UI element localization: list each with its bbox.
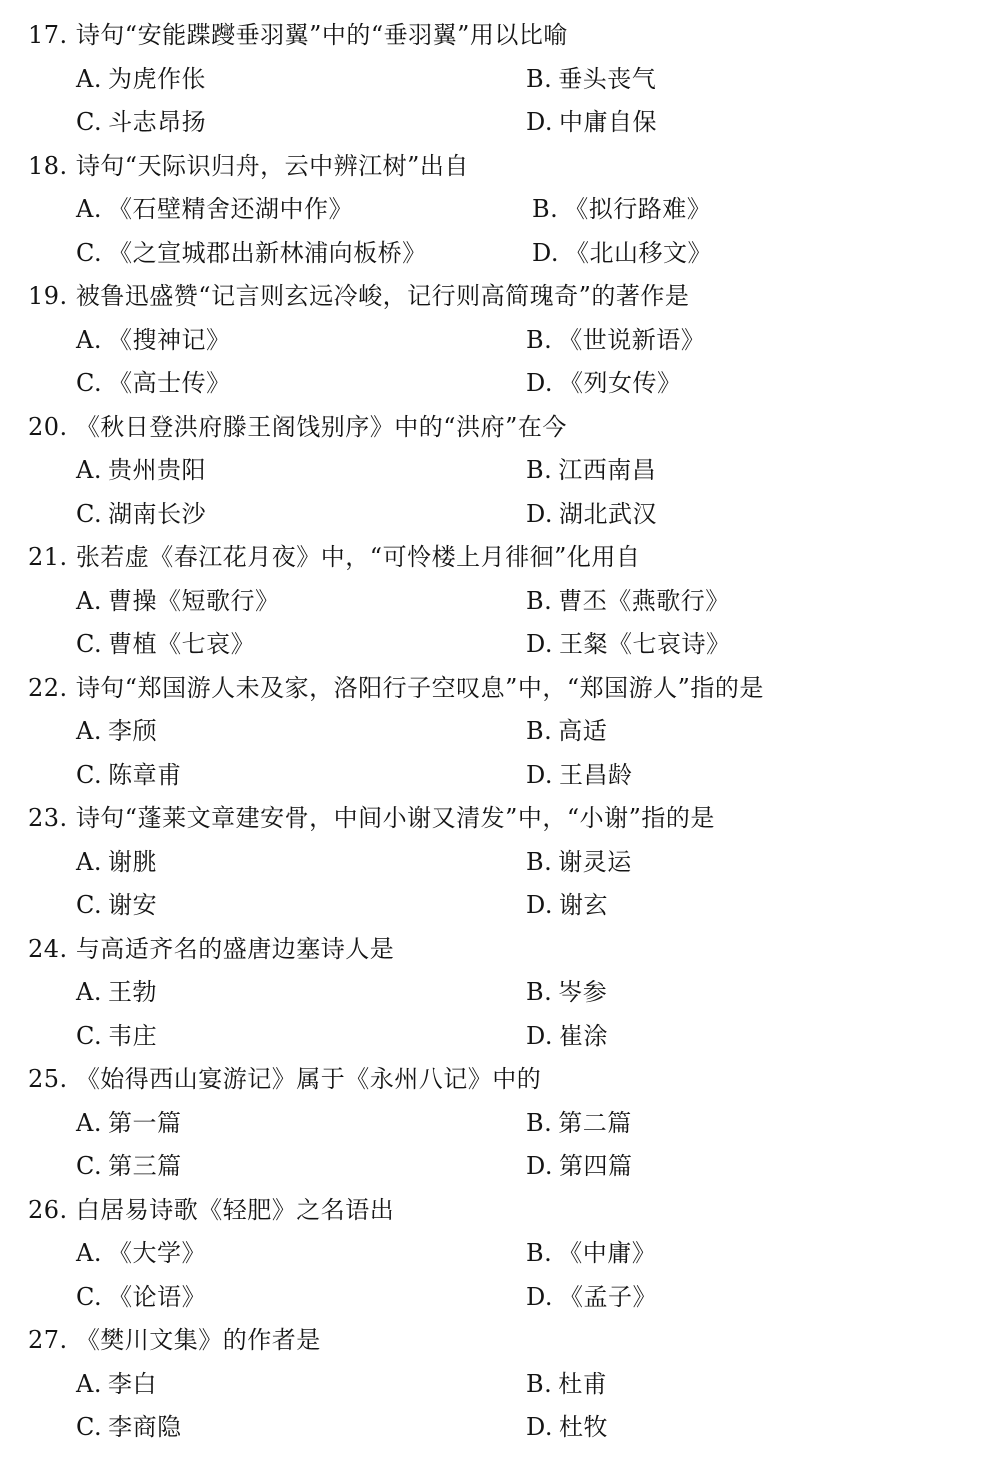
- option-text: 杜牧: [559, 1413, 609, 1441]
- option-text: 垂头丧气: [558, 64, 657, 93]
- option-c: [76, 754, 182, 797]
- option-c: [76, 1145, 182, 1188]
- option-text: 王粲《七哀诗》: [559, 630, 731, 658]
- option-c: [76, 623, 255, 666]
- question-stem: [28, 406, 567, 449]
- question-text: 被鲁迅盛赞“记言则玄远冷峻，记行则高简瑰奇”的著作是: [75, 282, 690, 310]
- option-letter: C.: [76, 630, 103, 658]
- option-letter: B.: [526, 847, 553, 876]
- question-22: [0, 667, 1003, 798]
- option-b: [526, 1363, 607, 1406]
- question-number: 24.: [28, 934, 68, 963]
- option-text: 崔涂: [559, 1021, 609, 1050]
- option-letter: B.: [526, 1239, 553, 1267]
- option-letter: D.: [526, 499, 554, 528]
- option-a: [76, 580, 279, 623]
- question-number: 22.: [28, 673, 68, 702]
- option-letter: A.: [76, 978, 102, 1006]
- option-d: [532, 232, 712, 275]
- exam-page: [0, 14, 1003, 1450]
- option-b: [526, 319, 705, 362]
- question-20: [0, 406, 1003, 537]
- option-letter: C.: [76, 1413, 103, 1441]
- option-a: [76, 710, 157, 753]
- option-text: 第三篇: [108, 1152, 182, 1180]
- option-d: [526, 1276, 657, 1319]
- question-number: 18.: [28, 151, 68, 180]
- option-text: 《列女传》: [559, 369, 682, 397]
- question-text: 与高适齐名的盛唐边塞诗人是: [75, 934, 395, 963]
- option-letter: C.: [76, 1152, 103, 1180]
- option-letter: A.: [76, 847, 102, 876]
- question-21: [0, 536, 1003, 667]
- option-letter: B.: [526, 586, 553, 615]
- option-text: 《搜神记》: [107, 325, 231, 354]
- option-text: 斗志昂扬: [108, 108, 207, 136]
- option-letter: B.: [526, 717, 553, 745]
- option-d: [526, 1145, 633, 1188]
- option-text: 《世说新语》: [558, 325, 706, 354]
- option-letter: A.: [76, 586, 102, 615]
- question-stem: [28, 275, 689, 318]
- question-23: [0, 797, 1003, 928]
- option-text: 为虎作伥: [107, 64, 206, 93]
- question-text: 张若虚《春江花月夜》中，“可怜楼上月徘徊”化用自: [75, 543, 641, 571]
- option-b: [526, 580, 730, 623]
- question-number: 23.: [28, 804, 68, 832]
- option-a: [76, 58, 206, 101]
- option-text: 曹丕《燕歌行》: [558, 586, 730, 615]
- option-text: 谢灵运: [558, 847, 632, 876]
- option-letter: D.: [526, 108, 554, 136]
- question-stem: [28, 1189, 394, 1232]
- option-c: [76, 1015, 157, 1058]
- option-letter: C.: [76, 499, 103, 528]
- question-stem: [28, 1319, 321, 1362]
- option-letter: A.: [76, 1239, 102, 1267]
- option-text: 王昌龄: [559, 760, 633, 789]
- question-number: 25.: [28, 1065, 68, 1093]
- option-c: [76, 1406, 182, 1449]
- question-text: 《樊川文集》的作者是: [75, 1326, 321, 1354]
- question-19: [0, 275, 1003, 406]
- option-letter: B.: [526, 1369, 553, 1398]
- option-letter: A.: [76, 195, 102, 223]
- option-letter: D.: [526, 1282, 554, 1311]
- option-a: [76, 971, 157, 1014]
- question-number: 26.: [28, 1195, 68, 1224]
- option-letter: D.: [526, 760, 554, 789]
- option-text: 杜甫: [558, 1369, 608, 1398]
- option-letter: C.: [76, 108, 103, 136]
- option-letter: C.: [76, 891, 103, 919]
- option-text: 高适: [558, 717, 608, 745]
- question-number: 21.: [28, 543, 68, 571]
- option-text: 江西南昌: [558, 456, 657, 484]
- question-stem: [28, 797, 715, 840]
- question-27: [0, 1319, 1003, 1450]
- option-letter: A.: [76, 1369, 102, 1398]
- option-letter: D.: [532, 238, 560, 267]
- option-text: 第二篇: [558, 1108, 632, 1137]
- option-text: 第四篇: [559, 1152, 633, 1180]
- option-d: [526, 623, 731, 666]
- option-text: 谢玄: [559, 891, 609, 919]
- option-d: [526, 1015, 608, 1058]
- option-letter: D.: [526, 1152, 554, 1180]
- option-letter: B.: [532, 195, 559, 223]
- question-stem: [28, 667, 764, 710]
- option-text: 王勃: [107, 978, 157, 1006]
- question-17: [0, 14, 1003, 145]
- option-letter: A.: [76, 456, 102, 484]
- option-a: [76, 1102, 181, 1145]
- option-text: 曹植《七哀》: [108, 630, 256, 658]
- option-letter: D.: [526, 1021, 554, 1050]
- option-letter: B.: [526, 456, 553, 484]
- option-letter: B.: [526, 64, 553, 93]
- option-text: 岑参: [558, 978, 608, 1006]
- option-letter: B.: [526, 325, 553, 354]
- option-d: [526, 1406, 608, 1449]
- option-b: [526, 841, 632, 884]
- question-text: 诗句“安能蹀躞垂羽翼”中的“垂羽翼”用以比喻: [75, 21, 568, 49]
- option-a: [76, 319, 230, 362]
- option-letter: B.: [526, 978, 553, 1006]
- option-text: 《石壁精舍还湖中作》: [107, 195, 353, 223]
- question-stem: [28, 928, 394, 971]
- option-text: 《高士传》: [108, 369, 231, 397]
- option-text: 湖北武汉: [559, 499, 658, 528]
- option-text: 第一篇: [107, 1108, 182, 1137]
- option-c: [76, 232, 427, 275]
- option-text: 《北山移文》: [565, 238, 713, 267]
- option-b: [526, 1232, 656, 1275]
- option-b: [526, 58, 656, 101]
- question-stem: [28, 536, 640, 579]
- question-text: 《始得西山宴游记》属于《永州八记》中的: [75, 1065, 542, 1093]
- option-a: [76, 188, 353, 231]
- option-text: 湖南长沙: [108, 499, 207, 528]
- question-25: [0, 1058, 1003, 1189]
- option-a: [76, 841, 157, 884]
- option-c: [76, 362, 231, 405]
- question-26: [0, 1189, 1003, 1320]
- question-18: [0, 145, 1003, 276]
- option-letter: A.: [76, 64, 102, 93]
- option-text: 《大学》: [107, 1239, 206, 1267]
- option-letter: D.: [526, 891, 554, 919]
- option-letter: C.: [76, 1021, 103, 1050]
- question-stem: [28, 145, 469, 188]
- option-d: [526, 493, 657, 536]
- option-text: 《之宣城郡出新林浦向板桥》: [108, 238, 427, 267]
- option-letter: C.: [76, 1282, 103, 1311]
- option-b: [526, 449, 656, 492]
- option-text: 中庸自保: [559, 108, 658, 136]
- question-text: 《秋日登洪府滕王阁饯别序》中的“洪府”在今: [75, 412, 567, 441]
- question-text: 诗句“郑国游人未及家，洛阳行子空叹息”中，“郑国游人”指的是: [75, 673, 764, 702]
- question-text: 诗句“天际识归舟，云中辨江树”出自: [75, 151, 469, 180]
- option-text: 李白: [107, 1369, 157, 1398]
- option-text: 陈章甫: [108, 760, 182, 789]
- question-number: 20.: [28, 412, 68, 441]
- option-letter: D.: [526, 369, 554, 397]
- option-text: 李颀: [107, 717, 157, 745]
- option-d: [526, 101, 657, 144]
- option-c: [76, 493, 206, 536]
- option-c: [76, 101, 206, 144]
- option-a: [76, 1363, 157, 1406]
- option-d: [526, 884, 608, 927]
- option-text: 《孟子》: [559, 1282, 658, 1311]
- question-number: 17.: [28, 21, 68, 49]
- option-c: [76, 884, 157, 927]
- option-letter: C.: [76, 238, 103, 267]
- option-letter: B.: [526, 1108, 553, 1137]
- option-a: [76, 449, 206, 492]
- option-letter: C.: [76, 760, 103, 789]
- option-text: 《论语》: [108, 1282, 207, 1311]
- option-b: [526, 1102, 632, 1145]
- option-b: [526, 971, 607, 1014]
- option-text: 谢安: [108, 891, 158, 919]
- option-text: 韦庄: [108, 1021, 158, 1050]
- option-letter: D.: [526, 1413, 554, 1441]
- question-text: 诗句“蓬莱文章建安骨，中间小谢又清发”中，“小谢”指的是: [75, 804, 715, 832]
- option-b: [532, 188, 711, 231]
- option-text: 李商隐: [108, 1413, 182, 1441]
- option-letter: A.: [76, 717, 102, 745]
- option-d: [526, 754, 633, 797]
- option-letter: D.: [526, 630, 554, 658]
- question-text: 白居易诗歌《轻肥》之名语出: [75, 1195, 395, 1224]
- option-text: 曹操《短歌行》: [107, 586, 280, 615]
- question-stem: [28, 1058, 541, 1101]
- option-letter: C.: [76, 369, 103, 397]
- option-c: [76, 1276, 206, 1319]
- option-text: 《拟行路难》: [564, 195, 712, 223]
- question-stem: [28, 14, 568, 57]
- option-d: [526, 362, 682, 405]
- option-b: [526, 710, 607, 753]
- question-24: [0, 928, 1003, 1059]
- option-text: 《中庸》: [558, 1239, 657, 1267]
- question-number: 19.: [28, 282, 68, 310]
- option-text: 贵州贵阳: [107, 456, 206, 484]
- option-letter: A.: [76, 1108, 102, 1137]
- option-a: [76, 1232, 206, 1275]
- option-text: 谢朓: [107, 847, 157, 876]
- option-letter: A.: [76, 325, 102, 354]
- question-number: 27.: [28, 1326, 68, 1354]
